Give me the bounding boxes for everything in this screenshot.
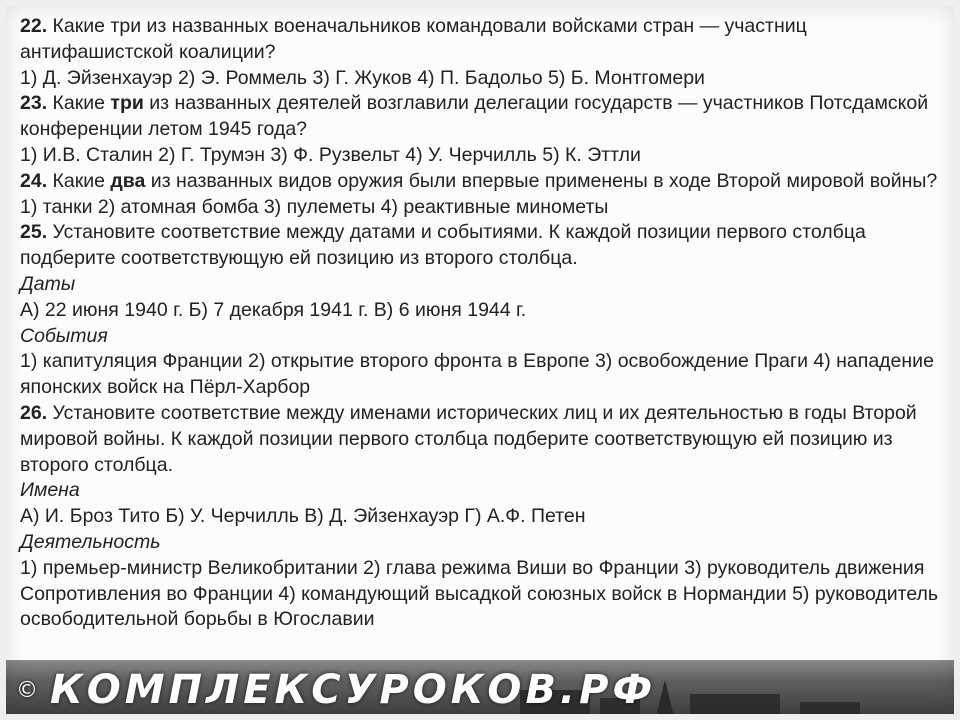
column-items: 1) капитуляция Франции 2) открытие второго фронта в Европе 3) освобождение Праги 4) нападение японских войск на Пёрл-Харбор (20, 350, 934, 399)
column-title: Деятельность (20, 530, 161, 553)
column-items: А) 22 июня 1940 г. Б) 7 декабря 1941 г. В) 6 июня 1944 г. (20, 298, 527, 321)
footer-spire-silhouette (655, 680, 675, 720)
question-text: Какие (47, 169, 111, 192)
question-text: Какие три из названных военачальников командовали войсками стран — участниц антифашистской коалиции? (20, 15, 807, 63)
slide-content (20, 14, 940, 633)
question-number: 23. (20, 92, 48, 115)
column-title: Имена (20, 479, 80, 502)
footer-building-silhouette (800, 702, 860, 720)
question-text: из названных деятелей возглавили делегации государств — участников Потсдамской конференции летом 1945 года? (20, 92, 929, 141)
column-title: События (20, 324, 108, 347)
question-number: 22. (20, 15, 48, 37)
answer-options: 1) Д. Эйзенхауэр 2) Э. Роммель 3) Г. Жуков 4) П. Бадольо 5) Б. Монтгомери (20, 66, 705, 89)
question-22 (20, 14, 940, 66)
question-23 (20, 91, 940, 143)
copyright-icon: © (16, 677, 38, 703)
question-number: 25. (20, 221, 48, 244)
question-24 (20, 169, 940, 195)
question-text: Установите соответствие между датами и событиями. К каждой позиции первого столбца подберите соответствующую ей позицию из второго столбца. (20, 221, 866, 270)
question-text: из названных видов оружия были впервые применены в ходе Второй мировой войны? (145, 169, 938, 192)
column-items: А) И. Броз Тито Б) У. Черчилль В) Д. Эйзенхауэр Г) А.Ф. Петен (20, 505, 586, 528)
answer-options: 1) И.В. Сталин 2) Г. Трумэн 3) Ф. Рузвельт 4) У. Черчилль 5) К. Эттли (20, 143, 641, 166)
emphasized-word: три (110, 92, 144, 115)
question-number: 24. (20, 169, 48, 192)
footer-building-silhouette (690, 694, 780, 720)
question-26 (20, 401, 940, 478)
column-title: Даты (20, 272, 76, 295)
watermark (16, 665, 656, 715)
answer-options: 1) танки 2) атомная бомба 3) пулеметы 4) реактивные минометы (20, 195, 609, 218)
watermark-logo-text: КОМПЛЕКСУРОКОВ.РФ (50, 667, 657, 713)
emphasized-word: два (110, 169, 146, 192)
question-number: 26. (20, 401, 48, 424)
column-items: 1) премьер-министр Великобритании 2) глава режима Виши во Франции 3) руководитель движения Сопротивления во Франции 4) командующий высадкой союзных войск в Нормандии 5) руководитель освободительной борьбы в Югославии (20, 556, 939, 631)
question-25 (20, 220, 940, 272)
question-text: Какие (47, 92, 111, 115)
question-text: Установите соответствие между именами исторических лиц и их деятельностью в годы Второй мировой войны. К каждой позиции первого столбца подберите соответствующую ей позицию из второго столбца. (20, 401, 917, 476)
